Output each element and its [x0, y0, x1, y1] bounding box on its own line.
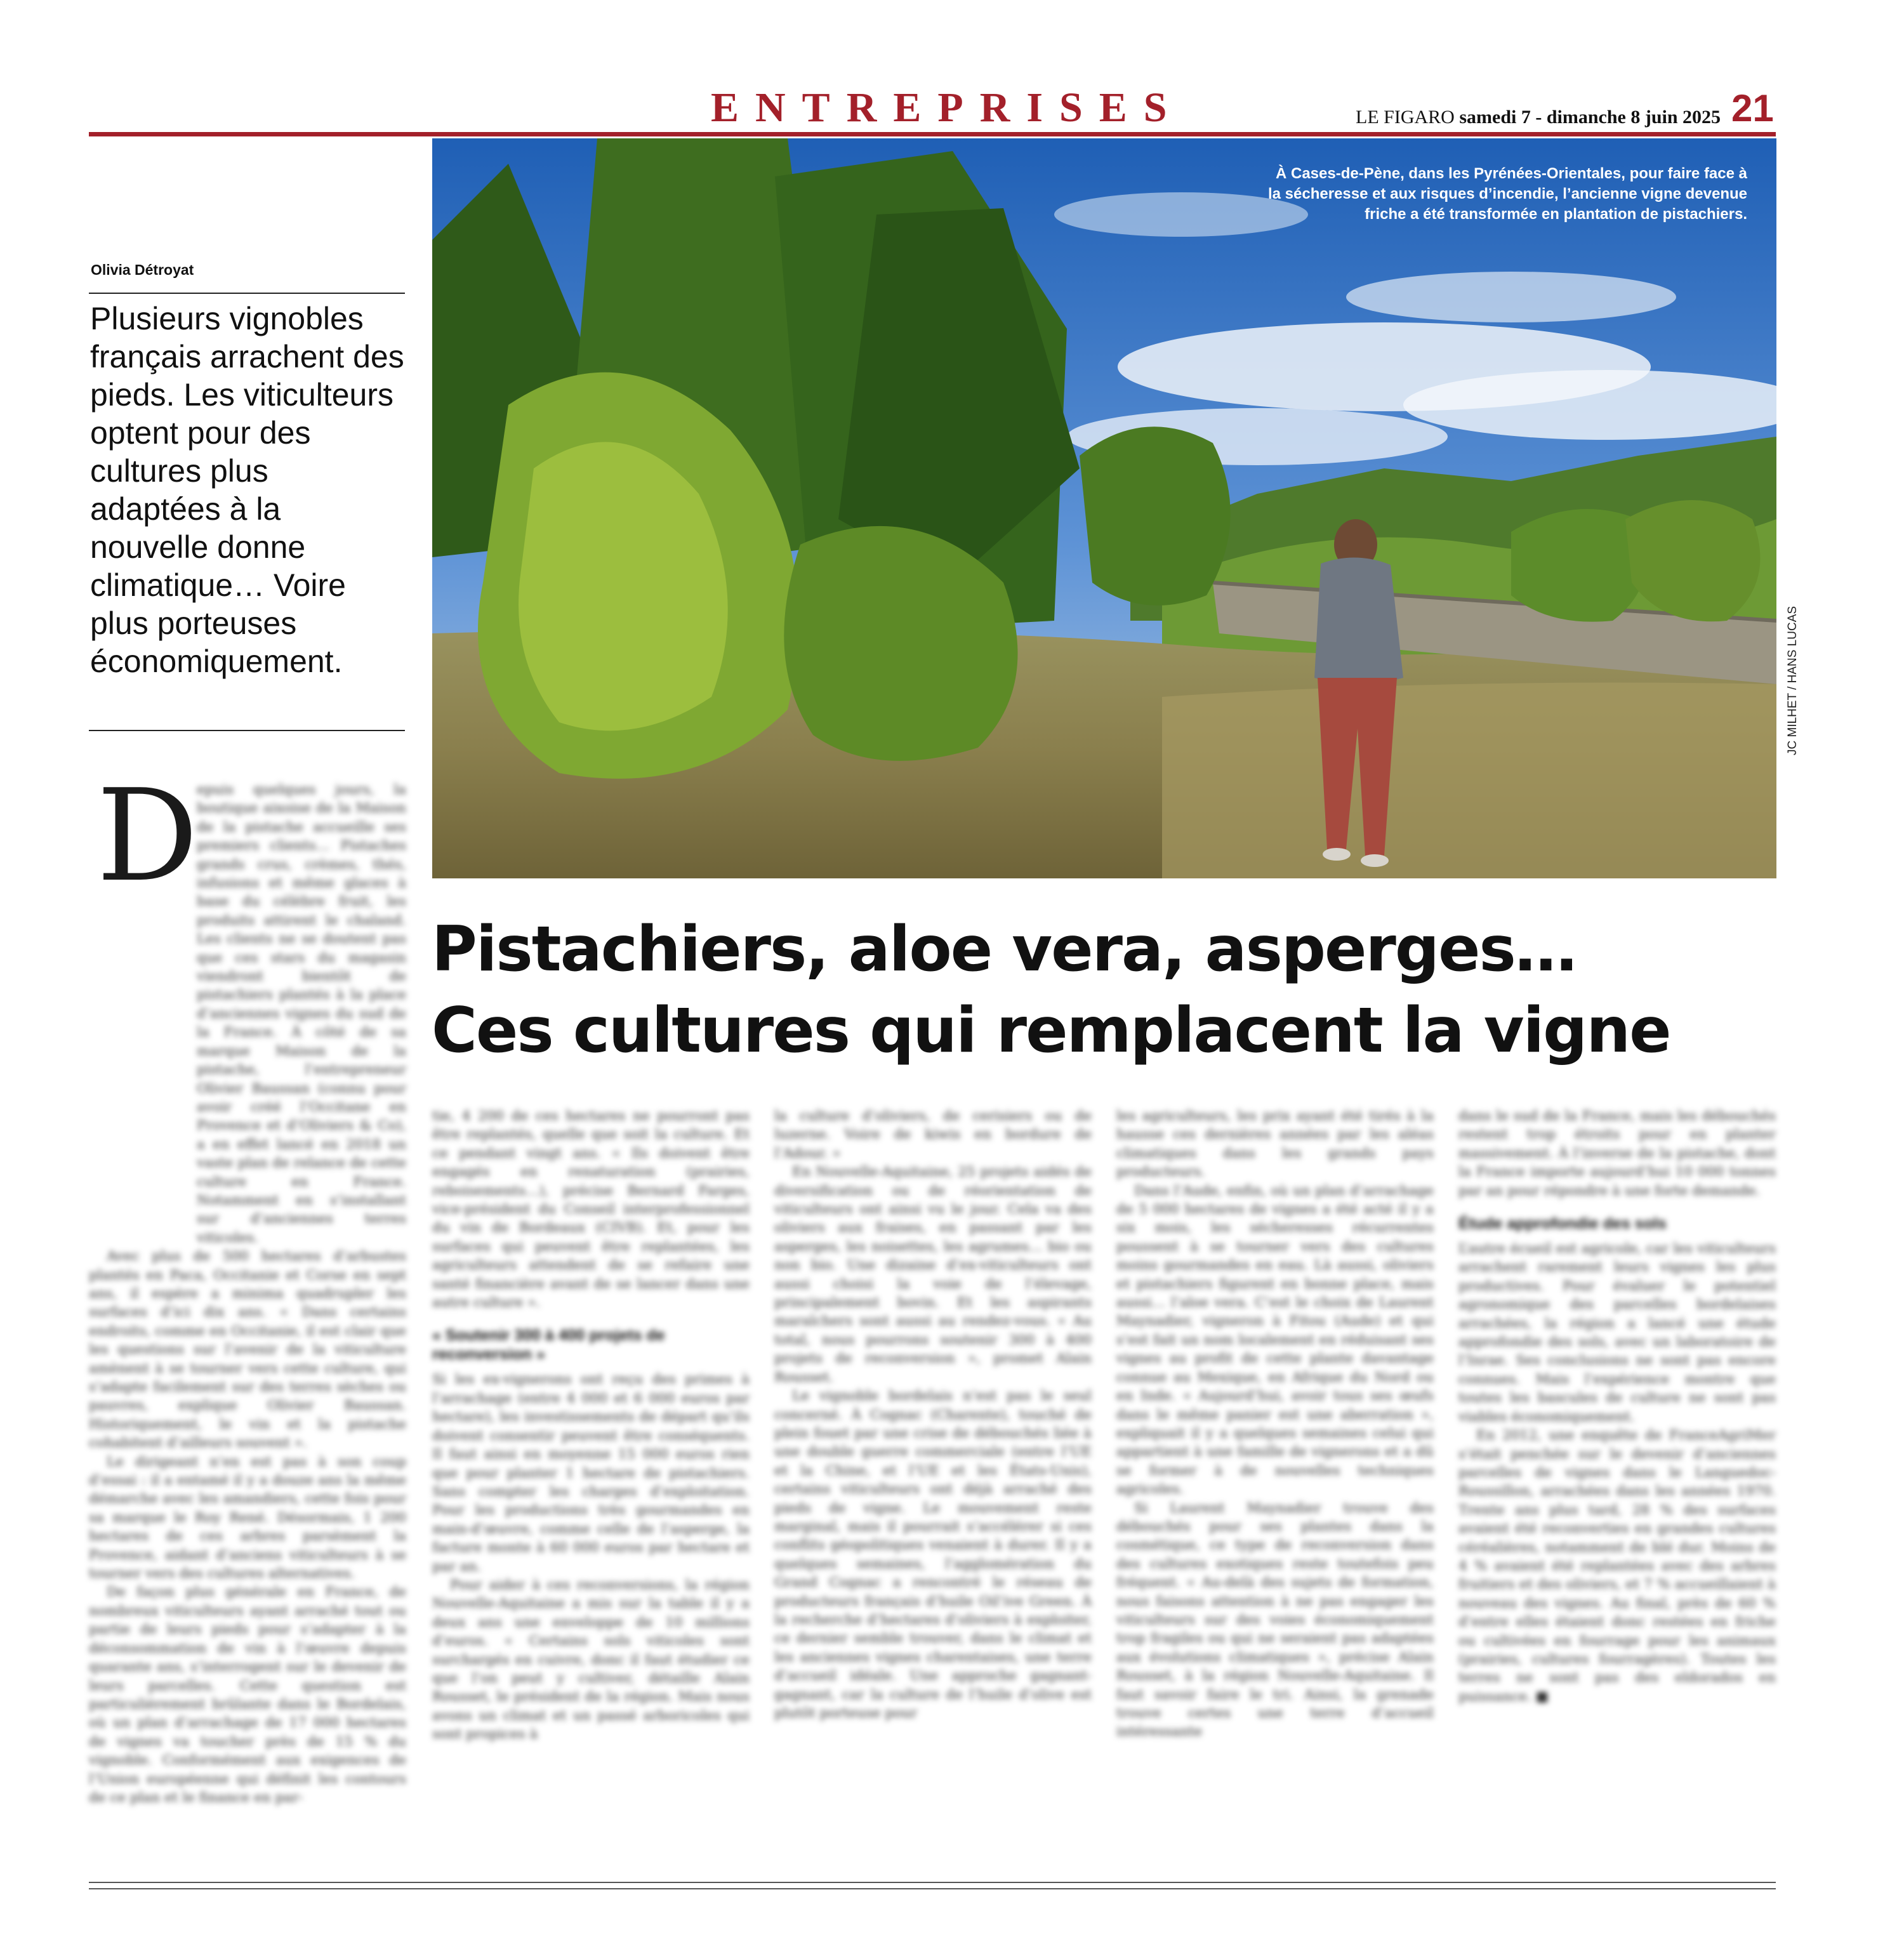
lead-rule-top — [89, 293, 405, 294]
body-column-3 — [774, 1107, 1092, 1780]
lead-rule-bottom — [89, 730, 405, 731]
body-column-2 — [432, 1107, 750, 1780]
subheading: Étude approfondie des sols — [1458, 1215, 1667, 1233]
body-paragraph: Si Laurent Maynadier trouve des débouchés pour ses plantes dans la cosmétique, ce type de reconversion dans des cultures exotiques reste toutefois peu fréquent. « Au-delà des sujets de formation, nous faisons attention à ne pas engager les viticulteurs sur des voies économiquement trop fragiles ou qui ne seraient pas adaptées aux évolutions climatiques », précise Alain Rousset, à la région Nouvelle-Aquitaine. Il faut savoir faire le tri. Ainsi, la grenade trouve certes une terre d’accueil intéressante — [1116, 1500, 1434, 1740]
body-paragraph: epuis quelques jours, la boutique aixoise de la Maison de la pistache accueille ses premiers clients… Pistaches grands crus, crèmes, thés, infusions et même glaces à base du célèbre fruit, les produits attirent le chaland. Les clients ne se doutent pas que ces stars du magasin viendront bientôt de pistachiers plantés à la place d’anciennes vignes du sud de la France. À côté de sa marque Maison de la pistache, l’entrepreneur Olivier Baussan (connu pour avoir créé l’Occitane en Provence et d’Oliviers & Co), a en effet lancé en 2018 un vaste plan de relance de cette culture en France. Notamment en s’installant sur d’anciennes terres viticoles. — [197, 782, 406, 1246]
publication-name: LE FIGARO — [1356, 107, 1455, 128]
page-number: 21 — [1731, 87, 1774, 129]
headline-line-2: Ces cultures qui remplacent la vigne — [432, 995, 1670, 1067]
body-column-1 — [89, 781, 406, 1806]
header-rule — [89, 132, 1776, 136]
article-headline — [432, 909, 1790, 1071]
body-paragraph: Le dirigeant n’en est pas à son coup d’essai : il a entamé il y a douze ans la même démarche avec les amandiers, cette fois pour sa marque le Roy René. Désormais, 1 200 hectares de ces arbres parsèment la Provence, aidant d’anciens viticulteurs à se tourner vers des cultures alternatives. — [89, 1453, 406, 1582]
body-paragraph: Le vignoble bordelais n’est pas le seul concerné. À Cognac (Charente), touché de plein fouet par une crise de débouchés liée à une double guerre commerciale (entre l’UE et la Chine, et l’UE et les États-Unis), certains viticulteurs ont déjà arraché des pieds de vigne. Le mouvement reste marginal, mais il pourrait s’accélérer si ces conflits géopolitiques venaient à durer. Il y a quelques semaines, l’agglomération du Grand Cognac a rencontré le réseau de producteurs français d’huile Oil’ive Green. À la recherche d’hectares d’oliviers à exploiter, ce dernier semble trouver, dans le climat et les anciennes vignes charentaises, une terre d’accueil idéale. Une approche gagnant-gagnant, car la culture de l’huile d’olive est plutôt porteuse pour — [774, 1388, 1092, 1721]
body-paragraph: Pour aider à ces reconversions, la région Nouvelle-Aquitaine a mis sur la table il y a deux ans une enveloppe de 10 millions d’euros. « Certains sols viticoles sont surchargés en cuivre, donc il faut étudier ce que l’on peut y cultiver, détaille Alain Rousset, le président de la région. Mais nous avons un climat et un passé arboricoles qui sont propices à — [432, 1577, 750, 1743]
section-title: ENTREPRISES — [711, 84, 1184, 131]
photo-caption: À Cases-de-Pène, dans les Pyrénées-Orientales, pour faire face à la sécheresse et aux risques d’incendie, l’ancienne vigne devenue friche a été transformée en plantation de pistachiers. — [1268, 165, 1747, 223]
headline-line-1: Pistachiers, aloe vera, asperges… — [432, 913, 1576, 986]
issue-date: samedi 7 - dimanche 8 juin 2025 — [1459, 107, 1721, 128]
lead-paragraph: Plusieurs vignobles français arrachent des pieds. Les viticulteurs optent pour des cultures plus adaptées à la nouvelle donne climatique… Voire plus porteuses économiquement. — [90, 301, 404, 679]
body-paragraph: tie, 4 200 de ces hectares ne pourront pas être replantés, quelle que soit la culture. Et ce pendant vingt ans. « Ils doivent être engagés en renaturation (prairies, reboisements…), précise Bernard Farges, vice-président du Conseil interprofessionnel du vin de Bordeaux (CIVB). Et, pour les surfaces qui peuvent être replantées, les agriculteurs attendent de se refaire une santé financière avant de se lancer dans une autre culture ». — [432, 1108, 750, 1311]
body-paragraph: la culture d’oliviers, de cerisiers ou de luzerne. Voire de kiwis en bordure de l’Adour. » — [774, 1108, 1092, 1161]
body-paragraph: En Nouvelle-Aquitaine, 25 projets aidés de diversification ou de réorientation de viticulteurs ont ainsi vu le jour. Cela va des oliviers aux fraises, en passant par les asperges, les noisettes, les agrumes… bio ou non bio. Une dizaine d’ex-viticulteurs ont aussi choisi la voie de l’élevage, principalement bovin. Et les aspirants maraîchers sont aussi au rendez-vous. « Au total, nous pourrons soutenir 300 à 400 projets de reconversion », promet Alain Rousset. — [774, 1164, 1092, 1385]
article-photo — [432, 138, 1776, 878]
body-paragraph: De façon plus générale en France, de nombreux viticulteurs ayant arraché tout ou partie de leurs pieds pour s’adapter à la déconsommation de vin à l’œuvre depuis quarante ans, s’interrogent sur le devenir de leurs parcelles. Cette question est particulièrement brûlante dans le Bordelais, où un plan d’arrachage de 17 000 hectares de vignes va toucher près de 15 % du vignoble. Conformément aux exigences de l’Union européenne qui définit les contours de ce plan et le finance en par- — [89, 1584, 406, 1806]
masthead — [1356, 107, 1721, 128]
body-paragraph: Dans l’Aude, enfin, où un plan d’arrachage de 5 000 hectares de vignes a été acté il y a six mois, les sécheresses récurrentes poussent à se tourner vers des cultures moins gourmandes en eau. Là aussi, oliviers et pistachiers figurent en bonne place, mais aussi… l’aloe vera. C’est le choix de Laurent Maynadier, vigneron à Fitou (Aude) et qui s’est fait un nom localement en réduisant ses vignes au profit de cette plante davantage connue au Mexique, en Afrique du Nord ou en Inde. « Aujourd’hui, avoir tous ses œufs dans le même panier est une aberration », expliquait il y a quelques semaines celui qui appartient à une famille de vignerons et a dû se former à de nouvelles techniques agricoles. — [1116, 1182, 1434, 1498]
body-column-4 — [1116, 1107, 1434, 1780]
body-paragraph: En 2012, une enquête de FranceAgriMer s’était penchée sur le devenir d’anciennes parcelles de vignes dans le Languedoc-Roussillon, arrachées dans les années 1970. Trente ans plus tard, 28 % des surfaces avaient été reconverties en grandes cultures céréalières, notamment de blé dur. Moins de 4 % avaient été replantées avec des arbres fruitiers et des oliviers, et 7 % accueillaient à nouveau des vignes. Au final, près de 60 % d’entre elles étaient donc restées en friche ou cultivées en fourrage pour les animaux (prairies, cultures fourragères). Toutes les terres ne sont pas des eldorados en puissance. ■ — [1458, 1427, 1776, 1705]
body-column-5 — [1458, 1107, 1776, 1780]
photo-credit: JC MILHET / HANS LUCAS — [1786, 605, 1799, 755]
footer-rule-bottom — [89, 1888, 1776, 1889]
body-paragraph: les agriculteurs, les prix ayant été tirés à la hausse ces dernières années par les aléas climatiques dans les grands pays producteurs. — [1116, 1108, 1434, 1180]
footer-rule-top — [89, 1882, 1776, 1883]
body-paragraph: Si les ex-vignerons ont reçu des primes à l’arrachage (entre 4 000 et 6 000 euros par hectare), les investissements de départ qu’ils doivent consentir peuvent être conséquents. Il faut ainsi en moyenne 15 000 euros rien que pour planter 1 hectare de pistachiers. Sans compter les charges d’exploitation. Pour les productions très gourmandes en main-d’œuvre, comme celle de l’asperge, la facture monte à 60 000 euros par hectare et par an. — [432, 1372, 750, 1575]
drop-cap: D — [96, 762, 199, 910]
subheading: « Soutenir 300 à 400 projets de reconversion » — [432, 1326, 665, 1364]
body-paragraph: L’autre écueil est agricole, car les viticulteurs arrachent rarement leurs vignes les plus productives. Pour évaluer le potentiel agronomique des parcelles bordelaises arrachées, la région a lancé une étude approfondie des sols, avec un laboratoire de l’Inrae. Ses conclusions ne sont pas encore connues. Mais l’expérience montre que toutes les bascules de culture ne sont pas viables économiquement. — [1458, 1241, 1776, 1425]
byline: Olivia Détroyat — [91, 261, 194, 278]
body-paragraph: dans le sud de la France, mais les débouchés restent trop étroits pour en planter massivement. À l’inverse de la pistache, dont la France importe aujourd’hui 10 000 tonnes par an pour répondre à une forte demande. — [1458, 1108, 1776, 1199]
body-paragraph: Avec plus de 500 hectares d’arbustes plantés en Paca, Occitanie et Corse en sept ans, il espère a minima quadrupler les surfaces d’ici dix ans. « Dans certains endroits, comme en Occitanie, il est clair que les questions sur l’avenir de la viticulture amènent à se tourner vers cette culture, qui s’adapte facilement sur des terres sèches ou pauvres, explique Olivier Baussan. Historiquement, le vin et la pistache cohabitent d’ailleurs souvent ». — [89, 1248, 406, 1451]
landscape-illustration — [432, 138, 1776, 878]
